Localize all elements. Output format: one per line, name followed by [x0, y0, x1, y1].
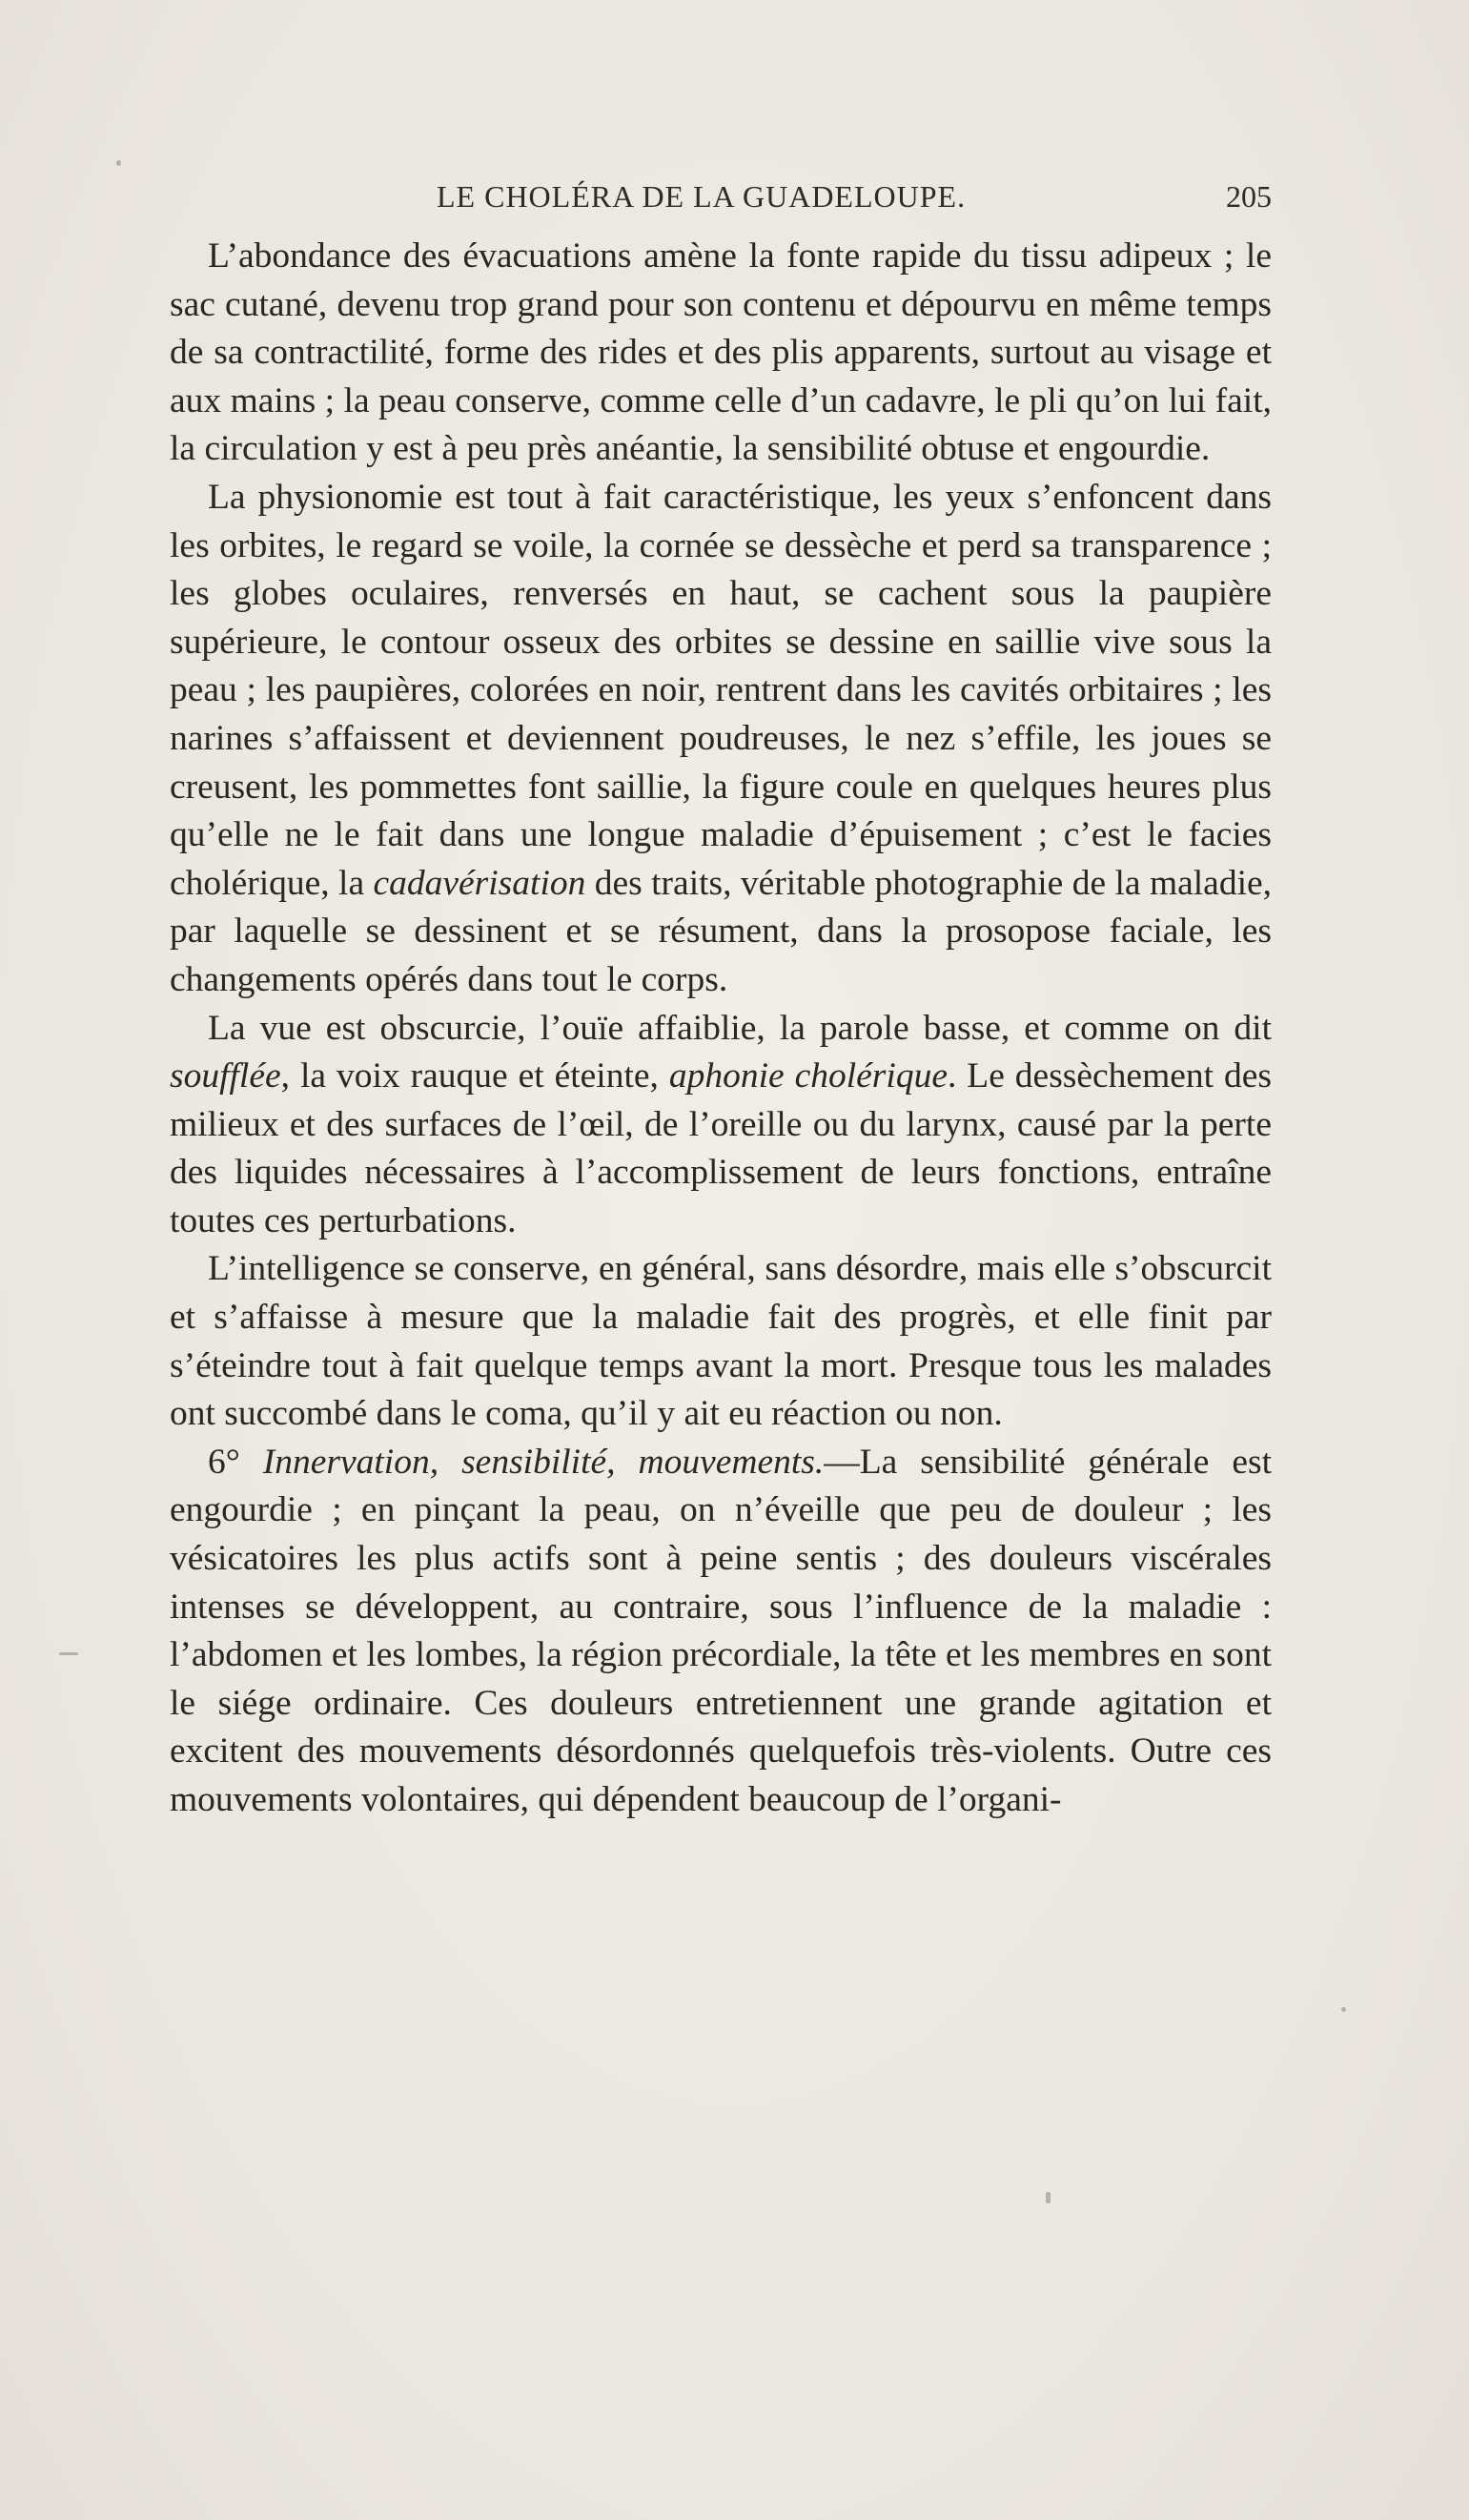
running-head: [170, 179, 1272, 227]
paragraph-adipose-tissue: L’abondance des évacuations amène la fonte rapide du tissu adipeux ; le sac cutané, devenu trop grand pour son contenu et dépourvu en même temps de sa contractilité, forme des rides et des plis apparents, surtout au visage et aux mains ; la peau conserve, comme celle d’un cadavre, le pli qu’on lui fait, la circulation y est à peu près anéantie, la sensibilité obtuse et engourdie.: [170, 236, 1272, 469]
paragraph-text: . Le dessèchement des milieux et des surfaces de l’œil, de l’oreille ou du larynx, causé par la perte des liquides nécessaires à l’accomplissement de leurs fonctions, entraîne toutes ces perturbations.: [170, 1056, 1272, 1240]
paragraph-innervation: [170, 1439, 1272, 1825]
paragraph-text: , la voix rauque et éteinte,: [280, 1056, 669, 1096]
body-text: [170, 233, 1272, 1825]
paper-speck: [1046, 2192, 1051, 2203]
paragraph-text: —La sensibilité générale est engourdie ; en pinçant la peau, on n’éveille que peu de douleur ; les vésicatoires les plus actifs sont à peine sentis ; des douleurs viscérales intenses se développent, au contraire, sous l’influence de la maladie : l’abdomen et les lombes, la région précordiale, la tête et les membres en sont le siége ordinaire. Ces douleurs entretiennent une grande agitation et excitent des mouvements désordonnés quelquefois très-violents. Outre ces mouvements volontaires, qui dépendent beaucoup de l’organi-: [170, 1442, 1272, 1819]
paper-speck: [59, 1652, 78, 1655]
running-title: LE CHOLÉRA DE LA GUADELOUPE.: [437, 179, 967, 214]
paragraph-intelligence: L’intelligence se conserve, en général, sans désordre, mais elle s’obscurcit et s’affaisse à mesure que la maladie fait des progrès, et elle finit par s’éteindre tout à fait quelque temps avant la mort. Presque tous les malades ont succombé dans le coma, qu’il y ait eu réaction ou non.: [170, 1249, 1272, 1434]
italic-term: cadavérisation: [373, 863, 586, 903]
section-heading: Innervation, sensibilité, mouvements.: [262, 1442, 825, 1482]
italic-term: soufflée: [170, 1056, 281, 1096]
italic-term: aphonie cholérique: [668, 1056, 948, 1096]
paragraph-text: La physionomie est tout à fait caractéristique, les yeux s’enfoncent dans les orbites, le regard se voile, la cornée se dessèche et perd sa transparence ; les globes oculaires, renversés en haut, se cachent sous la paupière supérieure, le contour osseux des orbites se dessine en saillie vive sous la peau ; les paupières, colorées en noir, rentrent dans les cavités orbitaires ; les narines s’affaissent et deviennent poudreuses, le nez s’effile, les joues se creusent, les pommettes font saillie, la figure coule en quelques heures plus qu’elle ne le fait dans une longue maladie d’épuisement ; c’est le facies cholérique, la: [170, 477, 1272, 903]
page-number: 205: [1226, 179, 1272, 214]
paragraph-text: des traits, véritable photographie de la maladie, par laquelle se dessinent et se résument, dans la prosopose faciale, les changements opérés dans tout le corps.: [170, 863, 1273, 999]
paragraph-text: La vue est obscurcie, l’ouïe affaiblie, la parole basse, et comme on dit: [208, 1008, 1272, 1048]
section-number: 6°: [208, 1442, 263, 1482]
paper-speck: [116, 160, 121, 166]
paragraph-senses: [170, 1005, 1272, 1246]
paper-speck: [1341, 2007, 1346, 2012]
paragraph-physiognomy: [170, 474, 1272, 1005]
